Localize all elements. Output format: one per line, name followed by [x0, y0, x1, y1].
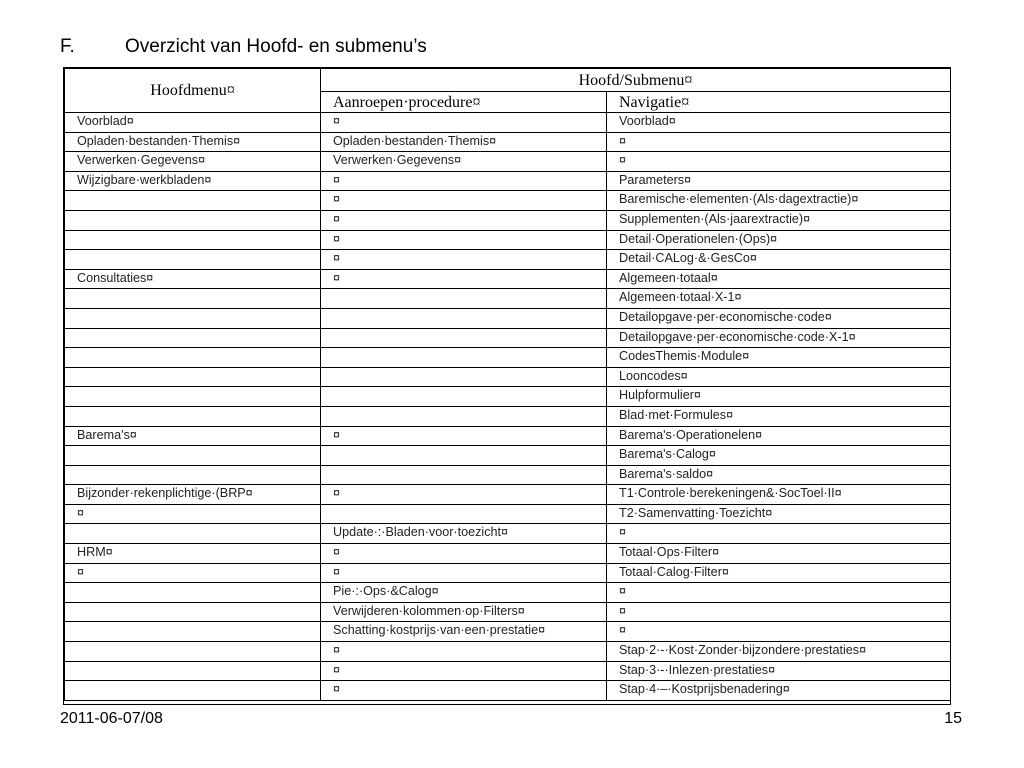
table-row	[65, 485, 951, 505]
table-row	[65, 210, 951, 230]
cell-aanroepen-procedure: Schatting·kostprijs·van·een·prestatie¤	[321, 622, 607, 642]
cell-navigatie: Parameters¤	[607, 171, 951, 191]
cell-hoofdmenu: ¤	[65, 504, 321, 524]
cell-hoofdmenu	[65, 289, 321, 309]
cell-aanroepen-procedure	[321, 446, 607, 466]
table-row	[65, 367, 951, 387]
cell-aanroepen-procedure	[321, 504, 607, 524]
cell-aanroepen-procedure: ¤	[321, 210, 607, 230]
cell-aanroepen-procedure: Verwerken·Gegevens¤	[321, 152, 607, 172]
cell-hoofdmenu	[65, 250, 321, 270]
table-row	[65, 504, 951, 524]
table-row	[65, 152, 951, 172]
cell-hoofdmenu: Consultaties¤	[65, 269, 321, 289]
cell-aanroepen-procedure: Verwijderen·kolommen·op·Filters¤	[321, 602, 607, 622]
slide-title	[0, 36, 700, 62]
cell-hoofdmenu: Wijzigbare·werkbladen¤	[65, 171, 321, 191]
cell-hoofdmenu: HRM¤	[65, 544, 321, 564]
cell-hoofdmenu	[65, 210, 321, 230]
cell-hoofdmenu: Verwerken·Gegevens¤	[65, 152, 321, 172]
table-row	[65, 681, 951, 701]
cell-hoofdmenu	[65, 308, 321, 328]
cell-navigatie: Hulpformulier¤	[607, 387, 951, 407]
section-letter: F.	[60, 36, 75, 57]
cell-navigatie: Detailopgave·per·economische·code·X-1¤	[607, 328, 951, 348]
cell-hoofdmenu	[65, 465, 321, 485]
cell-aanroepen-procedure: ¤	[321, 113, 607, 133]
table-row	[65, 250, 951, 270]
table-row	[65, 191, 951, 211]
cell-navigatie: ¤	[607, 602, 951, 622]
cell-navigatie: ¤	[607, 583, 951, 603]
header-hoofd-submenu: Hoofd/Submenu¤	[321, 69, 951, 92]
cell-aanroepen-procedure	[321, 328, 607, 348]
header-navigatie: Navigatie¤	[607, 92, 951, 113]
cell-aanroepen-procedure: ¤	[321, 642, 607, 662]
cell-hoofdmenu	[65, 622, 321, 642]
header-hoofdmenu: Hoofdmenu¤	[65, 69, 321, 113]
table-row	[65, 583, 951, 603]
cell-navigatie: Algemeen·totaal¤	[607, 269, 951, 289]
cell-hoofdmenu	[65, 387, 321, 407]
cell-aanroepen-procedure	[321, 289, 607, 309]
cell-aanroepen-procedure	[321, 348, 607, 368]
section-title: Overzicht van Hoofd- en submenu’s	[125, 36, 427, 57]
cell-navigatie: CodesThemis·Module¤	[607, 348, 951, 368]
cell-navigatie: T2·Samenvatting·Toezicht¤	[607, 504, 951, 524]
cell-hoofdmenu	[65, 642, 321, 662]
cell-navigatie: Blad·met·Formules¤	[607, 406, 951, 426]
cell-aanroepen-procedure: Pie·:·Ops·&Calog¤	[321, 583, 607, 603]
cell-aanroepen-procedure: ¤	[321, 191, 607, 211]
table-row	[65, 661, 951, 681]
cell-navigatie: Totaal·Calog·Filter¤	[607, 563, 951, 583]
cell-hoofdmenu	[65, 406, 321, 426]
cell-navigatie: Barema's·saldo¤	[607, 465, 951, 485]
cell-navigatie: ¤	[607, 152, 951, 172]
table-row	[65, 308, 951, 328]
cell-hoofdmenu: Barema's¤	[65, 426, 321, 446]
cell-hoofdmenu	[65, 524, 321, 544]
table-row	[65, 387, 951, 407]
cell-aanroepen-procedure: ¤	[321, 269, 607, 289]
cell-hoofdmenu: Bijzonder·rekenplichtige·(BRP¤	[65, 485, 321, 505]
cell-navigatie: Voorblad¤	[607, 113, 951, 133]
cell-navigatie: Detailopgave·per·economische·code¤	[607, 308, 951, 328]
table-row	[65, 269, 951, 289]
table-row	[65, 171, 951, 191]
cell-hoofdmenu	[65, 230, 321, 250]
cell-aanroepen-procedure: ¤	[321, 230, 607, 250]
cell-hoofdmenu	[65, 602, 321, 622]
cell-navigatie: Supplementen·(Als·jaarextractie)¤	[607, 210, 951, 230]
cell-navigatie: ¤	[607, 622, 951, 642]
cell-aanroepen-procedure: ¤	[321, 681, 607, 701]
table-row	[65, 328, 951, 348]
table-row	[65, 132, 951, 152]
cell-hoofdmenu	[65, 661, 321, 681]
cell-navigatie: Stap·3·-·Inlezen·prestaties¤	[607, 661, 951, 681]
cell-hoofdmenu	[65, 367, 321, 387]
menu-overview-table	[63, 67, 951, 705]
table-row	[65, 289, 951, 309]
cell-navigatie: ¤	[607, 132, 951, 152]
cell-aanroepen-procedure	[321, 367, 607, 387]
table-row	[65, 642, 951, 662]
cell-hoofdmenu	[65, 348, 321, 368]
cell-aanroepen-procedure: ¤	[321, 485, 607, 505]
cell-navigatie: ¤	[607, 524, 951, 544]
table-row	[65, 563, 951, 583]
cell-hoofdmenu	[65, 191, 321, 211]
cell-aanroepen-procedure	[321, 308, 607, 328]
cell-aanroepen-procedure: ¤	[321, 563, 607, 583]
cell-navigatie: Stap·4·–·Kostprijsbenadering¤	[607, 681, 951, 701]
table-row	[65, 113, 951, 133]
cell-aanroepen-procedure: Update·:·Bladen·voor·toezicht¤	[321, 524, 607, 544]
table-row	[65, 348, 951, 368]
cell-aanroepen-procedure: Opladen·bestanden·Themis¤	[321, 132, 607, 152]
table-row	[65, 426, 951, 446]
table-row	[65, 446, 951, 466]
cell-hoofdmenu	[65, 328, 321, 348]
cell-hoofdmenu: Opladen·bestanden·Themis¤	[65, 132, 321, 152]
cell-navigatie: Barema's·Calog¤	[607, 446, 951, 466]
cell-aanroepen-procedure: ¤	[321, 250, 607, 270]
cell-aanroepen-procedure: ¤	[321, 426, 607, 446]
table-row	[65, 230, 951, 250]
table-row	[65, 465, 951, 485]
cell-aanroepen-procedure: ¤	[321, 661, 607, 681]
cell-navigatie: Detail·Operationelen·(Ops)¤	[607, 230, 951, 250]
table-row	[65, 602, 951, 622]
cell-hoofdmenu	[65, 446, 321, 466]
cell-aanroepen-procedure: ¤	[321, 544, 607, 564]
header-aanroepen-procedure: Aanroepen·procedure¤	[321, 92, 607, 113]
cell-aanroepen-procedure	[321, 387, 607, 407]
table-row	[65, 406, 951, 426]
cell-navigatie: Stap·2·-·Kost·Zonder·bijzondere·prestaties¤	[607, 642, 951, 662]
cell-aanroepen-procedure: ¤	[321, 171, 607, 191]
cell-navigatie: Totaal·Ops·Filter¤	[607, 544, 951, 564]
footer-date: 2011-06-07/08	[60, 710, 163, 727]
cell-hoofdmenu	[65, 681, 321, 701]
cell-hoofdmenu: Voorblad¤	[65, 113, 321, 133]
table-header-row	[65, 69, 951, 92]
page-number: 15	[944, 710, 962, 727]
table-row	[65, 544, 951, 564]
cell-navigatie: Algemeen·totaal·X-1¤	[607, 289, 951, 309]
cell-aanroepen-procedure	[321, 465, 607, 485]
cell-aanroepen-procedure	[321, 406, 607, 426]
cell-hoofdmenu: ¤	[65, 563, 321, 583]
table-row	[65, 622, 951, 642]
cell-hoofdmenu	[65, 583, 321, 603]
cell-navigatie: T1·Controle·berekeningen&·SocToel·II¤	[607, 485, 951, 505]
cell-navigatie: Looncodes¤	[607, 367, 951, 387]
cell-navigatie: Barema's·Operationelen¤	[607, 426, 951, 446]
cell-navigatie: Detail·CALog·&·GesCo¤	[607, 250, 951, 270]
cell-navigatie: Baremische·elementen·(Als·dagextractie)¤	[607, 191, 951, 211]
table-row	[65, 524, 951, 544]
